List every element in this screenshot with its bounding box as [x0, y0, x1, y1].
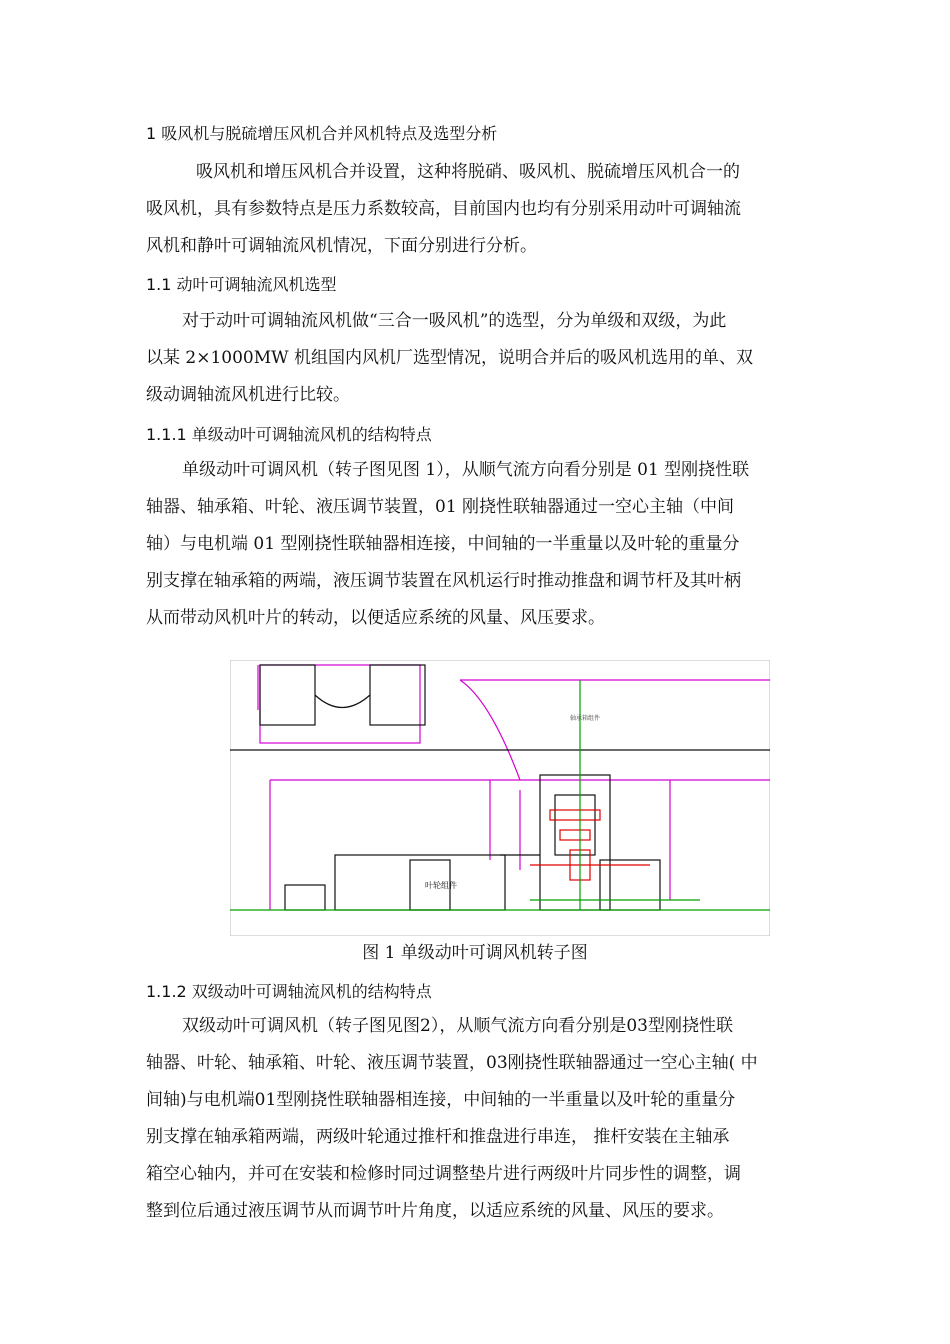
figure-1-rotor-drawing: [230, 660, 770, 936]
text-line: 单级动叶可调风机（转子图见图 1），从顺气流方向看分别是 01 型刚挠性联: [182, 460, 750, 480]
text-line: 以某 2×1000MW 机组国内风机厂选型情况，说明合并后的吸风机选用的单、双: [146, 348, 754, 368]
section-1-1-1-heading: 1.1.1 单级动叶可调轴流风机的结构特点: [146, 425, 432, 444]
text-line: 箱空心轴内，并可在安装和检修时同过调整垫片进行两级叶片同步性的调整，调: [146, 1164, 741, 1184]
figure-inner-label: 叶轮组件: [425, 881, 457, 890]
section-1-heading: 1 吸风机与脱硫增压风机合并风机特点及选型分析: [146, 124, 498, 143]
text-line: 风机和静叶可调轴流风机情况，下面分别进行分析。: [146, 236, 537, 256]
section-1-paragraph: [146, 154, 810, 265]
section-1-1-2-heading: 1.1.2 双级动叶可调轴流风机的结构特点: [146, 982, 432, 1001]
section-1-1-paragraph: [146, 303, 810, 414]
text-line: 轴器、叶轮、轴承箱、叶轮、液压调节装置，03刚挠性联轴器通过一空心主轴( 中: [146, 1053, 758, 1073]
text-line: 间轴)与电机端01型刚挠性联轴器相连接，中间轴的一半重量以及叶轮的重量分: [146, 1090, 736, 1110]
section-1-1-heading: 1.1 动叶可调轴流风机选型: [146, 275, 337, 294]
figure-small-label: 轴承箱组件: [570, 715, 601, 722]
text-line: 吸风机和增压风机合并设置，这种将脱硝、吸风机、脱硫增压风机合一的: [196, 162, 740, 182]
text-line: 级动调轴流风机进行比较。: [146, 385, 350, 405]
text-line: 从而带动风机叶片的转动，以便适应系统的风量、风压要求。: [146, 608, 605, 628]
section-1-1-2-paragraph: [146, 1008, 810, 1230]
text-line: 整到位后通过液压调节从而调节叶片角度，以适应系统的风量、风压的要求。: [146, 1201, 724, 1221]
text-line: 轴器、轴承箱、叶轮、液压调节装置，01 刚挠性联轴器通过一空心主轴（中间: [146, 497, 735, 517]
section-1-1-1-paragraph: [146, 452, 810, 637]
text-line: 别支撑在轴承箱的两端，液压调节装置在风机运行时推动推盘和调节杆及其叶柄: [146, 571, 741, 591]
text-line: 轴）与电机端 01 型刚挠性联轴器相连接，中间轴的一半重量以及叶轮的重量分: [146, 534, 740, 554]
text-line: 别支撑在轴承箱两端，两级叶轮通过推杆和推盘进行串连， 推杆安装在主轴承: [146, 1127, 730, 1147]
text-line: 双级动叶可调风机（转子图见图2），从顺气流方向看分别是03型刚挠性联: [182, 1016, 733, 1036]
text-line: 吸风机，具有参数特点是压力系数较高，目前国内也均有分别采用动叶可调轴流: [146, 199, 741, 219]
figure-1-caption: 图 1 单级动叶可调风机转子图: [362, 943, 588, 963]
text-line: 对于动叶可调轴流风机做“三合一吸风机”的选型，分为单级和双级，为此: [182, 311, 727, 331]
rotor-drawing-svg: [230, 660, 770, 936]
